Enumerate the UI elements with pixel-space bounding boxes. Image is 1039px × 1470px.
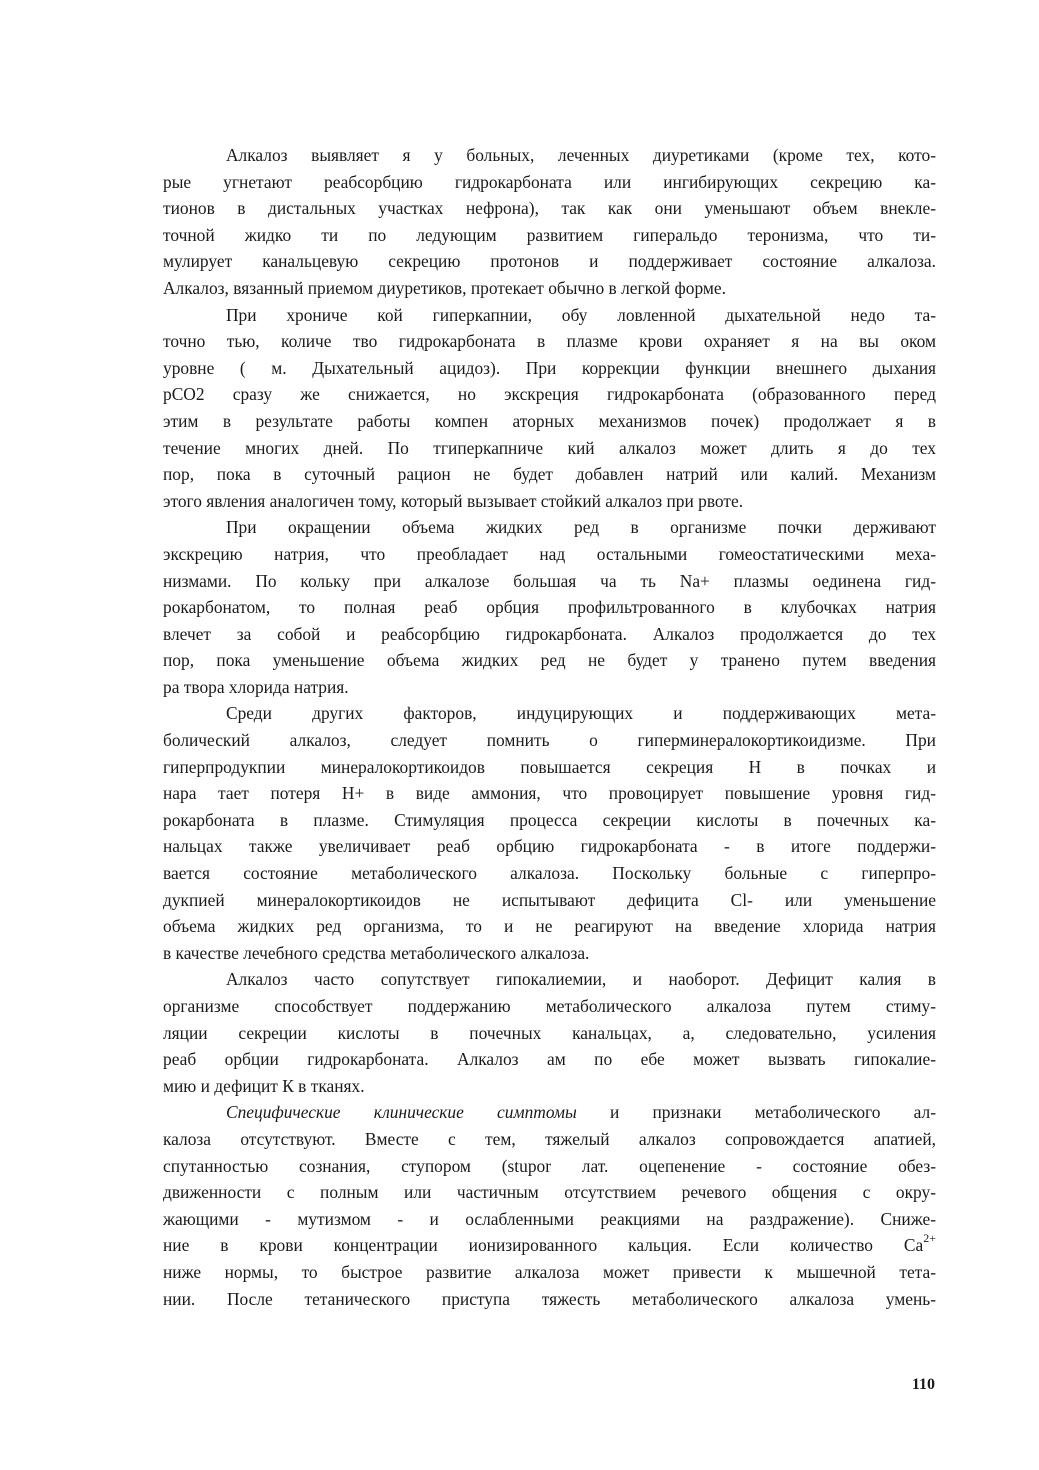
document-body xyxy=(163,142,936,1312)
text-line: уровне ( м. Дыхательный ацидоз). При коррекции функции внешнего дыхания xyxy=(163,357,936,378)
text-line: точно тью, количе тво гидрокарбоната в плазме крови охраняет я на вы оком xyxy=(163,331,936,352)
text-line: влечет за собой и реабсорбцию гидрокарбоната. Алкалоз продолжается до тех xyxy=(163,623,936,644)
text-line: этим в результате работы компен аторных механизмов почек) продолжает я в xyxy=(163,410,936,431)
text-line: нии. После тетанического приступа тяжесть метаболического алкалоза умень- xyxy=(163,1288,936,1309)
paragraph-6 xyxy=(163,1099,936,1312)
text-line: объема жидких ред организма, то и не реагируют на введение хлорида натрия xyxy=(163,916,936,937)
text-line: Алкалоз выявляет я у больных, леченных диуретиками (кроме тех, кото- xyxy=(226,145,936,165)
text-line: дукпией минералокортикоидов не испытывают дефицита Cl- или уменьшение xyxy=(163,889,936,910)
paragraph-3 xyxy=(163,514,936,700)
text-line: движенности с полным или частичным отсутствием речевого общения с окру- xyxy=(163,1182,936,1203)
text-line: экскрецию натрия, что преобладает над остальными гомеостатическими меха- xyxy=(163,543,936,564)
italic-lead: Специфические клинические симптомы xyxy=(226,1102,577,1123)
text-line: ляции секреции кислоты в почечных канальцах, а, следовательно, усиления xyxy=(163,1022,936,1043)
text-line: в качестве лечебного средства метаболического алкалоза. xyxy=(163,942,590,963)
text-line: нальцах также увеличивает реаб орбцию гидрокарбоната - в итоге поддержи- xyxy=(163,836,936,857)
text-line: калоза отсутствуют. Вместе с тем, тяжелый алкалоз сопровождается апатией, xyxy=(163,1128,936,1149)
text-line: пор, пока уменьшение объема жидких ред не будет у транено путем введения xyxy=(163,650,936,671)
paragraph-4 xyxy=(163,700,936,966)
text-line: мулирует канальцевую секрецию протонов и поддерживает состояние алкалоза. xyxy=(163,251,936,272)
text-line: пор, пока в суточный рацион не будет добавлен натрий или калий. Механизм xyxy=(163,464,936,485)
superscript-charge: 2+ xyxy=(923,1231,936,1246)
text-fragment: и признаки метаболического ал- xyxy=(576,1102,936,1123)
page-number: 110 xyxy=(911,1376,935,1393)
text-line: этого явления аналогичен тому, который вызывает стойкий алкалоз при рвоте. xyxy=(163,490,744,511)
paragraph-1 xyxy=(163,142,936,302)
text-line: низмами. По кольку при алкалозе большая ча ть Na+ плазмы оединена гид- xyxy=(163,570,936,591)
text-line: Алкалоз часто сопутствует гипокалиемии, и наоборот. Дефицит калия в xyxy=(226,969,936,990)
text-line: мию и дефицит К в тканях. xyxy=(163,1075,365,1096)
text-line: болический алкалоз, следует помнить о гиперминералокортикоидизме. При xyxy=(163,730,936,751)
text-line xyxy=(163,1099,936,1126)
paragraph-5 xyxy=(163,966,936,1099)
text-line xyxy=(163,1232,936,1259)
text-line: Алкалоз, вязанный приемом диуретиков, протекает обычно в легкой форме. xyxy=(163,277,726,298)
text-line: рокарбоната в плазме. Стимуляция процесса секреции кислоты в почечных ка- xyxy=(163,809,936,830)
text-line: ниже нормы, то быстрое развитие алкалоза может привести к мышечной тета- xyxy=(163,1261,936,1282)
text-line: гиперпродукпии минералокортикоидов повышается секреция Н в почках и xyxy=(163,756,936,777)
text-line: вается состояние метаболического алкалоза. Поскольку больные с гиперпро- xyxy=(163,863,936,884)
paragraph-2 xyxy=(163,302,936,515)
text-line: рокарбонатом, то полная реаб орбция профильтрованного в клубочках натрия xyxy=(163,597,936,618)
text-line: нара тает потеря Н+ в виде аммония, что провоцирует повышение уровня гид- xyxy=(163,783,936,804)
text-line: рые угнетают реабсорбцию гидрокарбоната или ингибирующих секрецию ка- xyxy=(163,171,936,192)
text-line: организме способствует поддержанию метаболического алкалоза путем стиму- xyxy=(163,996,936,1016)
text-line: реаб орбции гидрокарбоната. Алкалоз ам по ебе может вызвать гипокалие- xyxy=(163,1049,936,1070)
text-fragment: ние в крови концентрации ионизированного кальция. Если количество Ca xyxy=(163,1235,924,1256)
text-line: жающими - мутизмом - и ослабленными реакциями на раздражение). Сниже- xyxy=(163,1208,936,1229)
text-line: При хрониче кой гиперкапнии, обу ловленной дыхательной недо та- xyxy=(226,304,936,325)
text-line: спутанностью сознания, ступором (stupor лат. оцепенение - состояние обез- xyxy=(163,1155,936,1176)
text-line: течение многих дней. По тгиперкапниче кий алкалоз может длить я до тех xyxy=(163,437,936,458)
text-line: Среди других факторов, индуцирующих и поддерживающих мета- xyxy=(226,703,936,724)
text-line: тионов в дистальных участках нефрона), так как они уменьшают объем внекле- xyxy=(163,198,936,219)
text-line: точной жидко ти по ледующим развитием гиперальдо теронизма, что ти- xyxy=(163,224,936,245)
text-line: ра твора хлорида натрия. xyxy=(163,676,349,697)
text-line: При окращении объема жидких ред в организме почки держивают xyxy=(226,517,936,538)
text-line: pCO2 сразу же снижается, но экскреция гидрокарбоната (образованного перед xyxy=(163,384,936,405)
